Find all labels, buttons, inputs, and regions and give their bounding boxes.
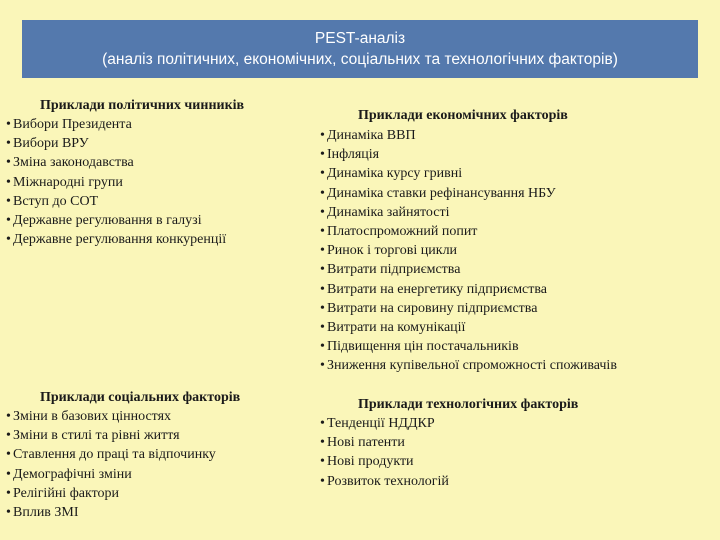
list-item [6, 153, 306, 172]
list-item-text: Нові патенти [327, 435, 405, 451]
list-item [320, 472, 715, 491]
list-item [320, 203, 715, 222]
list-item-text: Вступ до СОТ [13, 193, 99, 209]
bullet: • [6, 117, 11, 132]
list-item-text: Витрати на сировину підприємства [327, 300, 538, 316]
political-factors-list [6, 115, 306, 249]
page-subtitle: (аналіз політичних, економічних, соціальних та технологічних факторів) [102, 51, 618, 68]
list-item-text: Інфляція [327, 147, 380, 163]
list-item-text: Вплив ЗМІ [13, 505, 79, 521]
bullet: • [6, 136, 11, 152]
bullet: • [6, 485, 11, 501]
list-item-text: Динаміка ВВП [327, 128, 416, 143]
list-item [6, 115, 306, 134]
list-item [6, 426, 306, 445]
list-item-text: Зміна законодавства [13, 155, 134, 171]
list-item-text: Зміни в базових цінностях [13, 409, 172, 424]
list-item-text: Ринок і торгові цикли [327, 243, 458, 259]
economic-factors-heading: Приклади економічних факторів [358, 108, 568, 123]
technological-factors-heading: Приклади технологічних факторів [358, 397, 579, 412]
technological-factors-section [320, 395, 715, 491]
list-item-text: Витрати на енергетику підприємства [327, 281, 548, 297]
list-item-text: Розвиток технологій [327, 473, 449, 489]
bullet: • [6, 447, 11, 463]
list-item [6, 211, 306, 230]
political-factors-heading: Приклади політичних чинників [40, 98, 245, 113]
bullet: • [6, 409, 11, 424]
list-item [320, 260, 715, 279]
list-item [6, 192, 306, 211]
list-item-text: Державне регулювання конкуренції [13, 232, 227, 248]
list-item [320, 184, 715, 203]
list-item [320, 337, 715, 356]
bullet: • [320, 339, 325, 355]
bullet: • [6, 232, 11, 248]
list-item [320, 241, 715, 260]
title-banner [22, 20, 698, 78]
bullet: • [6, 193, 11, 209]
bullet: • [320, 204, 325, 220]
list-item [320, 222, 715, 241]
list-item [320, 356, 715, 375]
list-item [6, 503, 306, 522]
bullet: • [320, 320, 325, 336]
economic-factors-list [320, 126, 715, 376]
list-item [320, 318, 715, 337]
list-item-text: Міжнародні групи [13, 174, 123, 190]
list-item [6, 407, 306, 426]
bullet: • [320, 224, 325, 240]
bullet: • [320, 243, 325, 259]
list-item [320, 280, 715, 299]
list-item [320, 145, 715, 164]
bullet: • [320, 128, 325, 143]
list-item [320, 433, 715, 452]
social-factors-heading: Приклади соціальних факторів [40, 390, 241, 405]
list-item-text: Платоспроможний попит [327, 224, 478, 240]
list-item-text: Демографічні зміни [13, 466, 132, 482]
bullet: • [320, 454, 325, 470]
bullet: • [320, 166, 325, 182]
bullet: • [320, 147, 325, 163]
list-item-text: Витрати на комунікації [327, 320, 466, 336]
list-item [320, 126, 715, 145]
bullet: • [320, 473, 325, 489]
bullet: • [320, 358, 325, 374]
list-item [6, 230, 306, 249]
bullet: • [6, 505, 11, 521]
page-title: PEST-аналіз [314, 30, 406, 47]
bullet: • [320, 281, 325, 297]
list-item-text: Вибори Президента [13, 117, 132, 132]
bullet: • [6, 428, 11, 444]
list-item-text: Динаміка курсу гривні [327, 166, 463, 182]
list-item-text: Підвищення цін постачальників [327, 339, 519, 355]
bullet: • [6, 155, 11, 171]
bullet: • [6, 466, 11, 482]
social-factors-section [6, 388, 306, 522]
bullet: • [320, 416, 325, 431]
list-item [6, 465, 306, 484]
bullet: • [320, 435, 325, 451]
list-item [320, 452, 715, 471]
list-item-text: Тенденції НДДКР [327, 416, 435, 431]
list-item-text: Релігійні фактори [13, 485, 120, 501]
list-item [320, 164, 715, 183]
economic-factors-section [320, 106, 715, 376]
list-item-text: Динаміка зайнятості [327, 204, 450, 220]
list-item-text: Нові продукти [327, 454, 414, 470]
list-item-text: Ставлення до праці та відпочинку [13, 447, 216, 463]
list-item-text: Динаміка ставки рефінансування НБУ [327, 185, 556, 201]
bullet: • [6, 174, 11, 190]
bullet: • [320, 300, 325, 316]
list-item-text: Державне регулювання в галузі [13, 213, 202, 229]
bullet: • [320, 262, 325, 278]
bullet: • [320, 185, 325, 201]
political-factors-section [6, 96, 306, 249]
list-item [6, 484, 306, 503]
list-item [6, 445, 306, 464]
list-item-text: Витрати підприємства [327, 262, 461, 278]
bullet: • [6, 213, 11, 229]
list-item [6, 173, 306, 192]
social-factors-list [6, 407, 306, 522]
list-item-text: Зміни в стилі та рівні життя [13, 428, 180, 444]
list-item-text: Вибори ВРУ [13, 136, 89, 152]
technological-factors-list [320, 414, 715, 491]
list-item [320, 299, 715, 318]
list-item-text: Зниження купівельної спроможності споживачів [327, 358, 617, 374]
list-item [6, 134, 306, 153]
list-item [320, 414, 715, 433]
